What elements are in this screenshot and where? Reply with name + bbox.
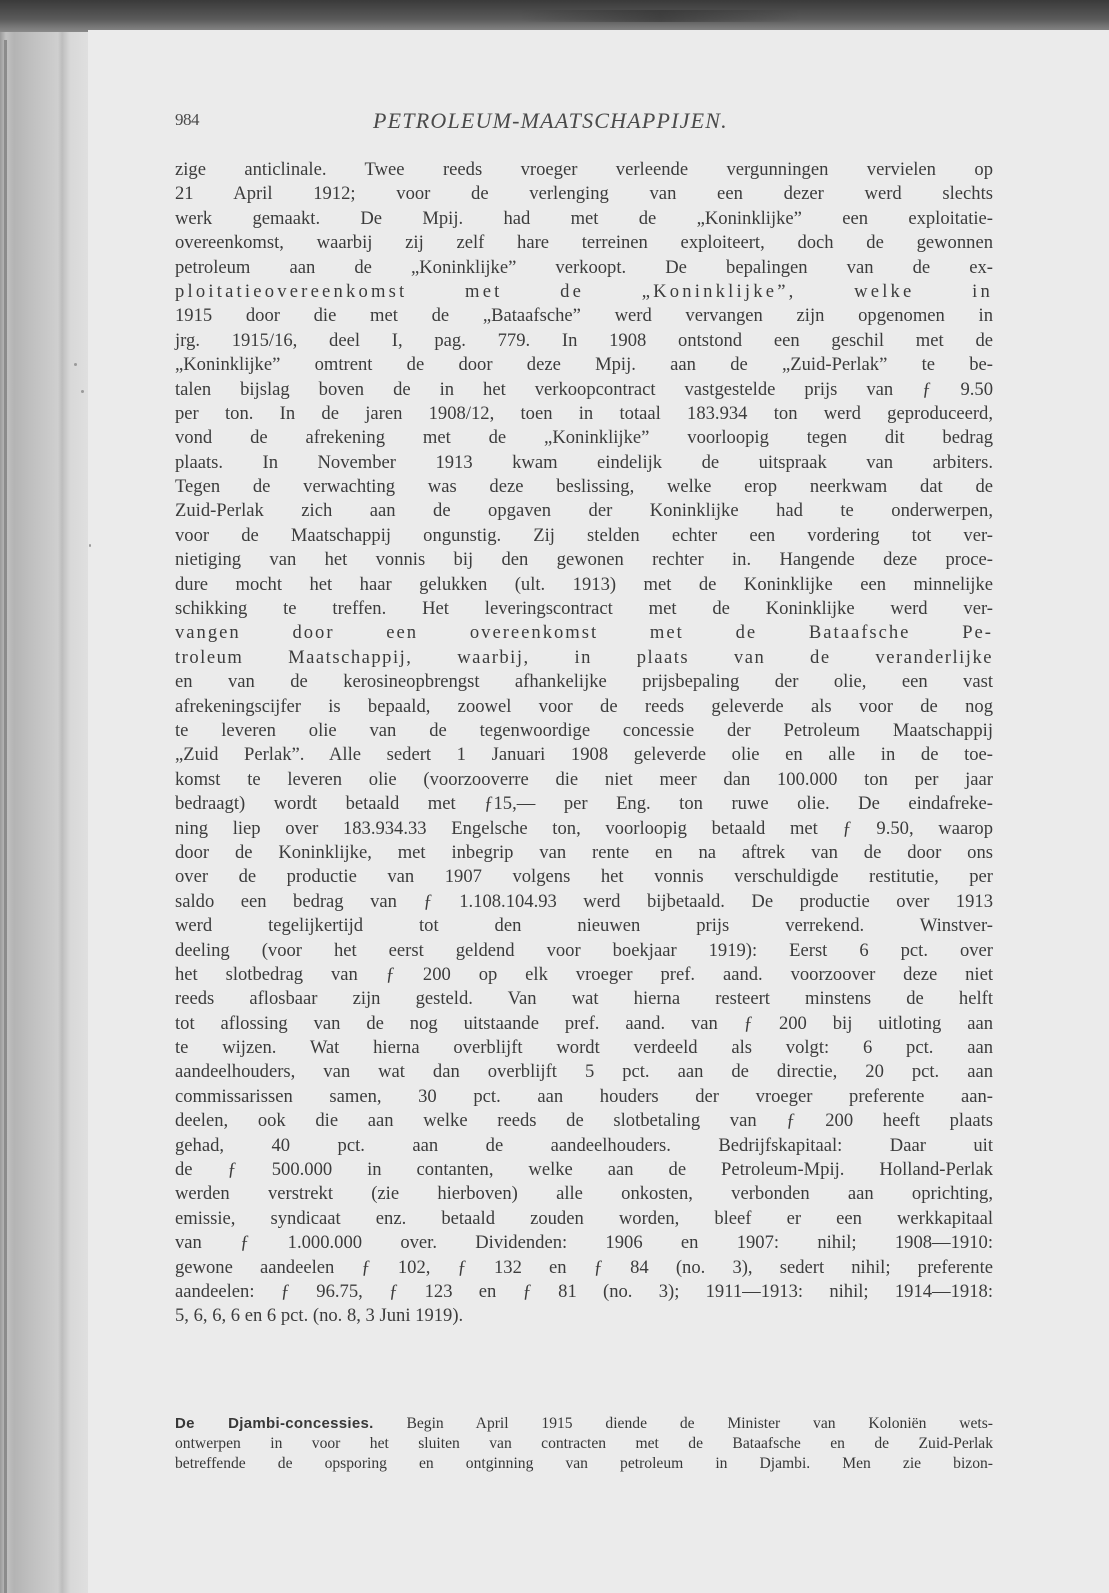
- section-first-line-text: Begin April 1915 diende de Minister van Koloniën wets-: [406, 1415, 993, 1432]
- text-line: „Zuid Perlak”. Alle sedert 1 Januari 1908 geleverde olie en alle in de toe-: [175, 744, 993, 766]
- text-line: reeds aflosbaar zijn gesteld. Van wat hierna resteert minstens de helft: [175, 988, 993, 1010]
- text-line: komst te leveren olie (voorzooverre die niet meer dan 100.000 ton per jaar: [175, 768, 993, 790]
- text-line: schikking te treffen. Het leveringscontract met de Koninklijke werd ver-: [175, 598, 993, 620]
- text-line: gewone aandeelen ƒ 102, ƒ 132 en ƒ 84 (no. 3), sedert nihil; preferente: [175, 1256, 993, 1278]
- scan-speck: [74, 363, 77, 366]
- text-line: betreffende de opsporing en ontginning van petroleum in Djambi. Men zie bizon-: [175, 1455, 993, 1472]
- text-line: tot aflossing van de nog uitstaande pref. aand. van ƒ 200 bij uitloting aan: [175, 1012, 993, 1034]
- text-line: voor de Maatschappij ongunstig. Zij stelden echter een vordering tot ver-: [175, 524, 993, 546]
- text-line: deeling (voor het eerst geldend voor boekjaar 1919): Eerst 6 pct. over: [175, 939, 993, 961]
- scan-top-artifact: [520, 10, 800, 22]
- section-djambi: [175, 1414, 993, 1474]
- text-line: jrg. 1915/16, deel I, pag. 779. In 1908 ontstond een geschil met de: [175, 329, 993, 351]
- text-line: aandeelhouders, van wat dan overblijft 5 pct. aan de directie, 20 pct. aan: [175, 1061, 993, 1083]
- scan-binding-shadow: [0, 32, 90, 1593]
- section-first-line: [175, 1414, 993, 1434]
- section-title: De Djambi-concessies.: [175, 1415, 374, 1432]
- body-text: [175, 158, 993, 1329]
- text-line: van ƒ 1.000.000 over. Dividenden: 1906 en 1907: nihil; 1908—1910:: [175, 1232, 993, 1254]
- text-line: aandeelen: ƒ 96.75, ƒ 123 en ƒ 81 (no. 3); 1911—1913: nihil; 1914—1918:: [175, 1280, 993, 1302]
- text-line: nietiging van het vonnis bij den gewonen rechter in. Hangende deze proce-: [175, 549, 993, 571]
- scan-speck: [81, 390, 84, 393]
- text-line: de ƒ 500.000 in contanten, welke aan de Petroleum-Mpij. Holland-Perlak: [175, 1159, 993, 1181]
- text-line: het slotbedrag van ƒ 200 op elk vroeger pref. aand. voorzoover deze niet: [175, 963, 993, 985]
- text-line: „Koninklijke” omtrent de door deze Mpij. aan de „Zuid-Perlak” te be-: [175, 354, 993, 376]
- text-line: te wijzen. Wat hierna overblijft wordt verdeeld als volgt: 6 pct. aan: [175, 1037, 993, 1059]
- text-line: commissarissen samen, 30 pct. aan houders der vroeger preferente aan-: [175, 1085, 993, 1107]
- text-line: emissie, syndicaat enz. betaald zouden worden, bleef er een werkkapitaal: [175, 1207, 993, 1229]
- text-line: ploitatieovereenkomst met de „Koninklijke”, welke in: [175, 280, 993, 302]
- text-line: werk gemaakt. De Mpij. had met de „Koninklijke” een exploitatie-: [175, 207, 993, 229]
- text-line: zige anticlinale. Twee reeds vroeger verleende vergunningen vervielen op: [175, 159, 993, 180]
- text-line: door de Koninklijke, met inbegrip van rente en na aftrek van de door ons: [175, 841, 993, 863]
- text-line: werd tegelijkertijd tot den nieuwen prijs verrekend. Winstver-: [175, 915, 993, 937]
- text-line: gehad, 40 pct. aan de aandeelhouders. Bedrijfskapitaal: Daar uit: [175, 1134, 993, 1156]
- text-line: petroleum aan de „Koninklijke” verkoopt. De bepalingen van de ex-: [175, 256, 993, 278]
- text-line: saldo een bedrag van ƒ 1.108.104.93 werd bijbetaald. De productie over 1913: [175, 890, 993, 912]
- text-line: en van de kerosineopbrengst afhankelijke prijsbepaling der olie, een vast: [175, 671, 993, 693]
- text-line: te leveren olie van de tegenwoordige concessie der Petroleum Maatschappij: [175, 719, 993, 741]
- page-number: 984: [175, 110, 199, 129]
- text-line: 21 April 1912; voor de verlenging van een dezer werd slechts: [175, 183, 993, 205]
- text-line: werden verstrekt (zie hierboven) alle onkosten, verbonden aan oprichting,: [175, 1183, 993, 1205]
- text-line: ning liep over 183.934.33 Engelsche ton, voorloopig betaald met ƒ 9.50, waarop: [175, 817, 993, 839]
- text-line: 5, 6, 6, 6 en 6 pct. (no. 8, 3 Juni 1919).: [175, 1305, 464, 1327]
- text-line: 1915 door die met de „Bataafsche” werd vervangen zijn opgenomen in: [175, 305, 993, 327]
- text-line: over de productie van 1907 volgens het vonnis verschuldigde restitutie, per: [175, 866, 993, 888]
- page-header: [175, 108, 995, 138]
- text-line: troleum Maatschappij, waarbij, in plaats van de veranderlijke: [175, 646, 993, 668]
- text-line: bedraagt) wordt betaald met ƒ15,— per Eng. ton ruwe olie. De eindafreke-: [175, 793, 993, 815]
- text-line: ontwerpen in voor het sluiten van contracten met de Bataafsche en de Zuid-Perlak: [175, 1435, 993, 1452]
- running-head: PETROLEUM-MAATSCHAPPIJEN.: [373, 108, 728, 133]
- text-line: plaats. In November 1913 kwam eindelijk de uitspraak van arbiters.: [175, 451, 993, 473]
- text-line: dure mocht het haar gelukken (ult. 1913) met de Koninklijke een minnelijke: [175, 573, 993, 595]
- text-line: overeenkomst, waarbij zij zelf hare terreinen exploiteert, doch de gewonnen: [175, 232, 993, 254]
- text-line: vangen door een overeenkomst met de Bataafsche Pe-: [175, 622, 993, 644]
- text-line: per ton. In de jaren 1908/12, toen in totaal 183.934 ton werd geproduceerd,: [175, 402, 993, 424]
- text-line: Zuid-Perlak zich aan de opgaven der Koninklijke had te onderwerpen,: [175, 500, 993, 522]
- text-line: afrekeningscijfer is bepaald, zoowel voor de reeds geleverde als voor de nog: [175, 695, 993, 717]
- scan-speck: [89, 544, 91, 547]
- scan-left-edge: [4, 40, 7, 1593]
- scan-top-shadow: [0, 0, 1109, 32]
- text-line: Tegen de verwachting was deze beslissing, welke erop neerkwam dat de: [175, 476, 993, 498]
- text-line: talen bijslag boven de in het verkoopcontract vastgestelde prijs van ƒ 9.50: [175, 378, 993, 400]
- text-line: vond de afrekening met de „Koninklijke” voorloopig tegen dit bedrag: [175, 427, 993, 449]
- text-line: deelen, ook die aan welke reeds de slotbetaling van ƒ 200 heeft plaats: [175, 1110, 993, 1132]
